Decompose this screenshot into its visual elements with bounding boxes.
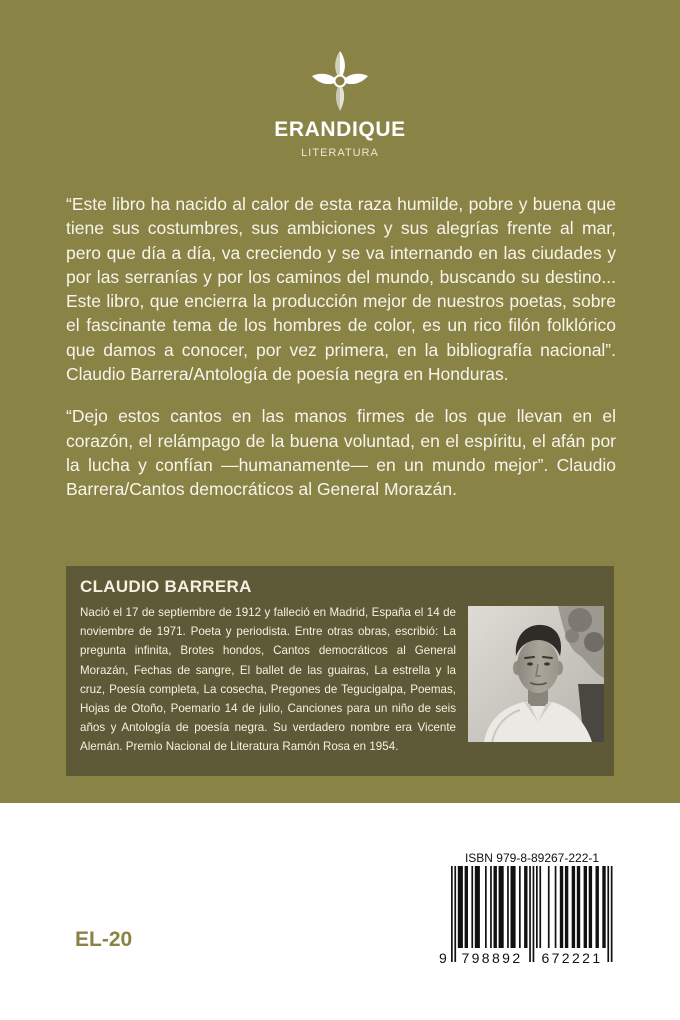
barcode-bar bbox=[555, 866, 557, 948]
author-name: CLAUDIO BARRERA bbox=[80, 577, 252, 596]
publisher-name: ERANDIQUE bbox=[274, 118, 406, 141]
isbn-label: ISBN 979-8-89267-222-1 bbox=[464, 851, 600, 865]
barcode-guard-bar bbox=[611, 866, 613, 962]
barcode-bar bbox=[596, 866, 599, 948]
barcode-bar bbox=[475, 866, 480, 948]
barcode-bar bbox=[499, 866, 504, 948]
author-portrait-photo bbox=[468, 606, 604, 742]
barcode-bar bbox=[584, 866, 587, 948]
barcode-bar bbox=[565, 866, 568, 948]
logo-petal-bottom-right-half bbox=[340, 84, 344, 111]
barcode-guard-bar bbox=[529, 866, 531, 962]
barcode-guard-bar bbox=[451, 866, 453, 962]
flower-logo-icon bbox=[311, 50, 369, 112]
series-code: EL-20 bbox=[75, 928, 133, 951]
barcode-bar bbox=[536, 866, 538, 948]
barcode-bar bbox=[560, 866, 563, 948]
barcode-guard-bar bbox=[533, 866, 535, 962]
barcode-bar bbox=[539, 866, 541, 948]
barcode-digits-right: 672221 bbox=[541, 950, 603, 966]
barcode-guard-bar bbox=[454, 866, 456, 962]
barcode-bar bbox=[494, 866, 497, 948]
barcode-guard-bar bbox=[607, 866, 609, 962]
barcode-bar bbox=[589, 866, 592, 948]
barcode-bar bbox=[485, 866, 487, 948]
barcode-bar bbox=[458, 866, 463, 948]
quotes-section bbox=[66, 192, 616, 520]
quote-paragraph: “Este libro ha nacido al calor de esta raza humilde, pobre y buena que tiene sus costumbres, sus ambiciones y sus alegrías frente al mar, pero que día a día, va creciendo y se va internando en las ciudades y por las serranías y por los caminos del mundo, buscando su destino... Este libro, que encierra la producción mejor de nuestros poetas, sobre el fascinante tema de los hombres de color, es un rico filón folklórico que damos a conocer, por vez primera, en la bibliografía nacional”. Claudio Barrera/Antología de poesía negra en Honduras. bbox=[66, 194, 616, 385]
barcode-bar bbox=[524, 866, 527, 948]
barcode-bar bbox=[548, 866, 550, 948]
author-bio: Nació el 17 de septiembre de 1912 y falleció en Madrid, España el 14 de noviembre de 1971. Poeta y periodista. Entre otras obras, escribió: La pregunta infinita, Brotes hondos, Cantos democráticos al General Morazán, Fechas de sangre, El ballet de las guairas, La estrella y la cruz, Poesía completa, La cosecha, Pregones de Tegucigalpa, Poemas, Hojas de Otoño, Poemario 14 de julio, Canciones para un niño de seis años y Antología de poesía negra. Su verdadero nombre era Vicente Alemán. Premio Nacional de Literatura Ramón Rosa en 1954. bbox=[80, 606, 456, 754]
barcode-bar bbox=[519, 866, 521, 948]
quote-paragraph: “Dejo estos cantos en las manos firmes de los que llevan en el corazón, el relámpago de la buena voluntad, en el espíritu, el afán por la lucha y confían —humanamente— en un mundo mejor”. Claudio Barrera/Cantos democráticos al General Morazán. bbox=[66, 406, 616, 500]
barcode-digits-left: 798892 bbox=[461, 950, 523, 966]
barcode-bar bbox=[577, 866, 580, 948]
author-box bbox=[66, 566, 614, 776]
barcode-bar bbox=[490, 866, 492, 948]
logo-center bbox=[335, 76, 346, 87]
barcode-digit-first: 9 bbox=[439, 950, 447, 966]
barcode-bar bbox=[572, 866, 575, 948]
barcode-bar bbox=[602, 866, 605, 948]
barcode-bar bbox=[507, 866, 509, 948]
publisher-imprint: LITERATURA bbox=[301, 147, 379, 159]
barcode-bar bbox=[465, 866, 468, 948]
logo-petal-bottom-left-half bbox=[336, 84, 340, 111]
barcode-bar bbox=[511, 866, 516, 948]
barcode-bar bbox=[471, 866, 473, 948]
